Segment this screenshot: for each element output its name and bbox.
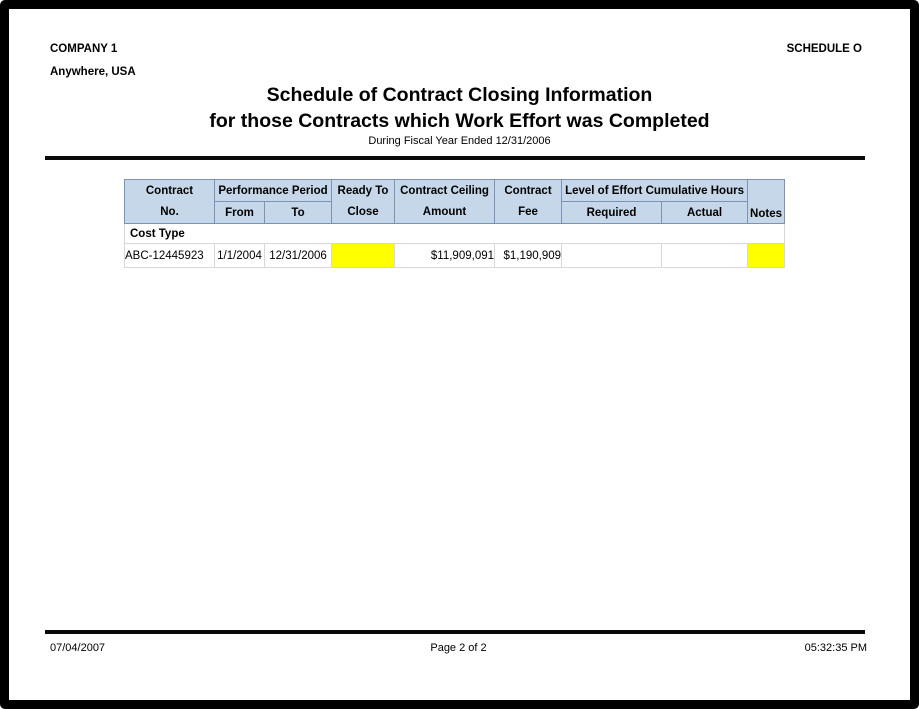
report-title (9, 82, 910, 134)
cell-ready-to-close-input[interactable] (332, 244, 395, 268)
cell-notes-input[interactable] (748, 244, 785, 268)
footer-page-number: Page 2 of 2 (430, 642, 487, 654)
top-divider-rule (45, 156, 865, 160)
footer-time: 05:32:35 PM (804, 642, 867, 654)
col-header-required: Required (562, 202, 662, 224)
footer-row (50, 642, 867, 654)
col-header-notes: Notes (748, 180, 785, 224)
footer-date: 07/04/2007 (50, 642, 106, 654)
cell-from: 1/1/2004 (215, 244, 265, 268)
header-row-1 (125, 180, 785, 202)
company-location: Anywhere, USA (50, 66, 136, 78)
header-line: Contract Ceiling (400, 184, 489, 197)
header-line: Ready To (337, 184, 389, 197)
col-header-level-of-effort: Level of Effort Cumulative Hours (562, 180, 748, 202)
company-name: COMPANY 1 (50, 43, 118, 55)
col-header-ready-to-close (332, 180, 395, 224)
contract-closing-table (124, 179, 785, 268)
page-header-row (50, 43, 862, 55)
report-subtitle: During Fiscal Year Ended 12/31/2006 (368, 135, 551, 147)
cell-contract-no: ABC-12445923 (125, 244, 215, 268)
cell-required-hours (562, 244, 662, 268)
col-header-contract-ceiling-amount (395, 180, 495, 224)
header-line: Fee (518, 205, 538, 218)
col-header-actual: Actual (662, 202, 748, 224)
bottom-divider-rule (45, 630, 865, 634)
report-title-line1: Schedule of Contract Closing Information (266, 84, 653, 106)
col-header-performance-period: Performance Period (215, 180, 332, 202)
cell-to: 12/31/2006 (265, 244, 332, 268)
header-line: Contract (504, 184, 552, 197)
header-line: Amount (422, 205, 467, 218)
header-line: No. (160, 205, 179, 218)
cell-ceiling-amount: $11,909,091 (395, 244, 495, 268)
report-title-line2: for those Contracts which Work Effort was Completed (209, 110, 710, 132)
table-header (125, 180, 785, 224)
col-header-contract-fee (495, 180, 562, 224)
table-body (125, 224, 785, 268)
cell-actual-hours (662, 244, 748, 268)
page-footer (9, 630, 910, 654)
schedule-label: SCHEDULE O (786, 43, 862, 55)
col-header-contract-no (125, 180, 215, 224)
cell-fee: $1,190,909 (495, 244, 562, 268)
table-row (125, 244, 785, 268)
group-row-label: Cost Type (125, 224, 785, 244)
col-header-from: From (215, 202, 265, 224)
header-line: Contract (145, 184, 194, 197)
group-row-cost-type (125, 224, 785, 244)
col-header-to: To (265, 202, 332, 224)
header-line: Close (347, 205, 379, 218)
